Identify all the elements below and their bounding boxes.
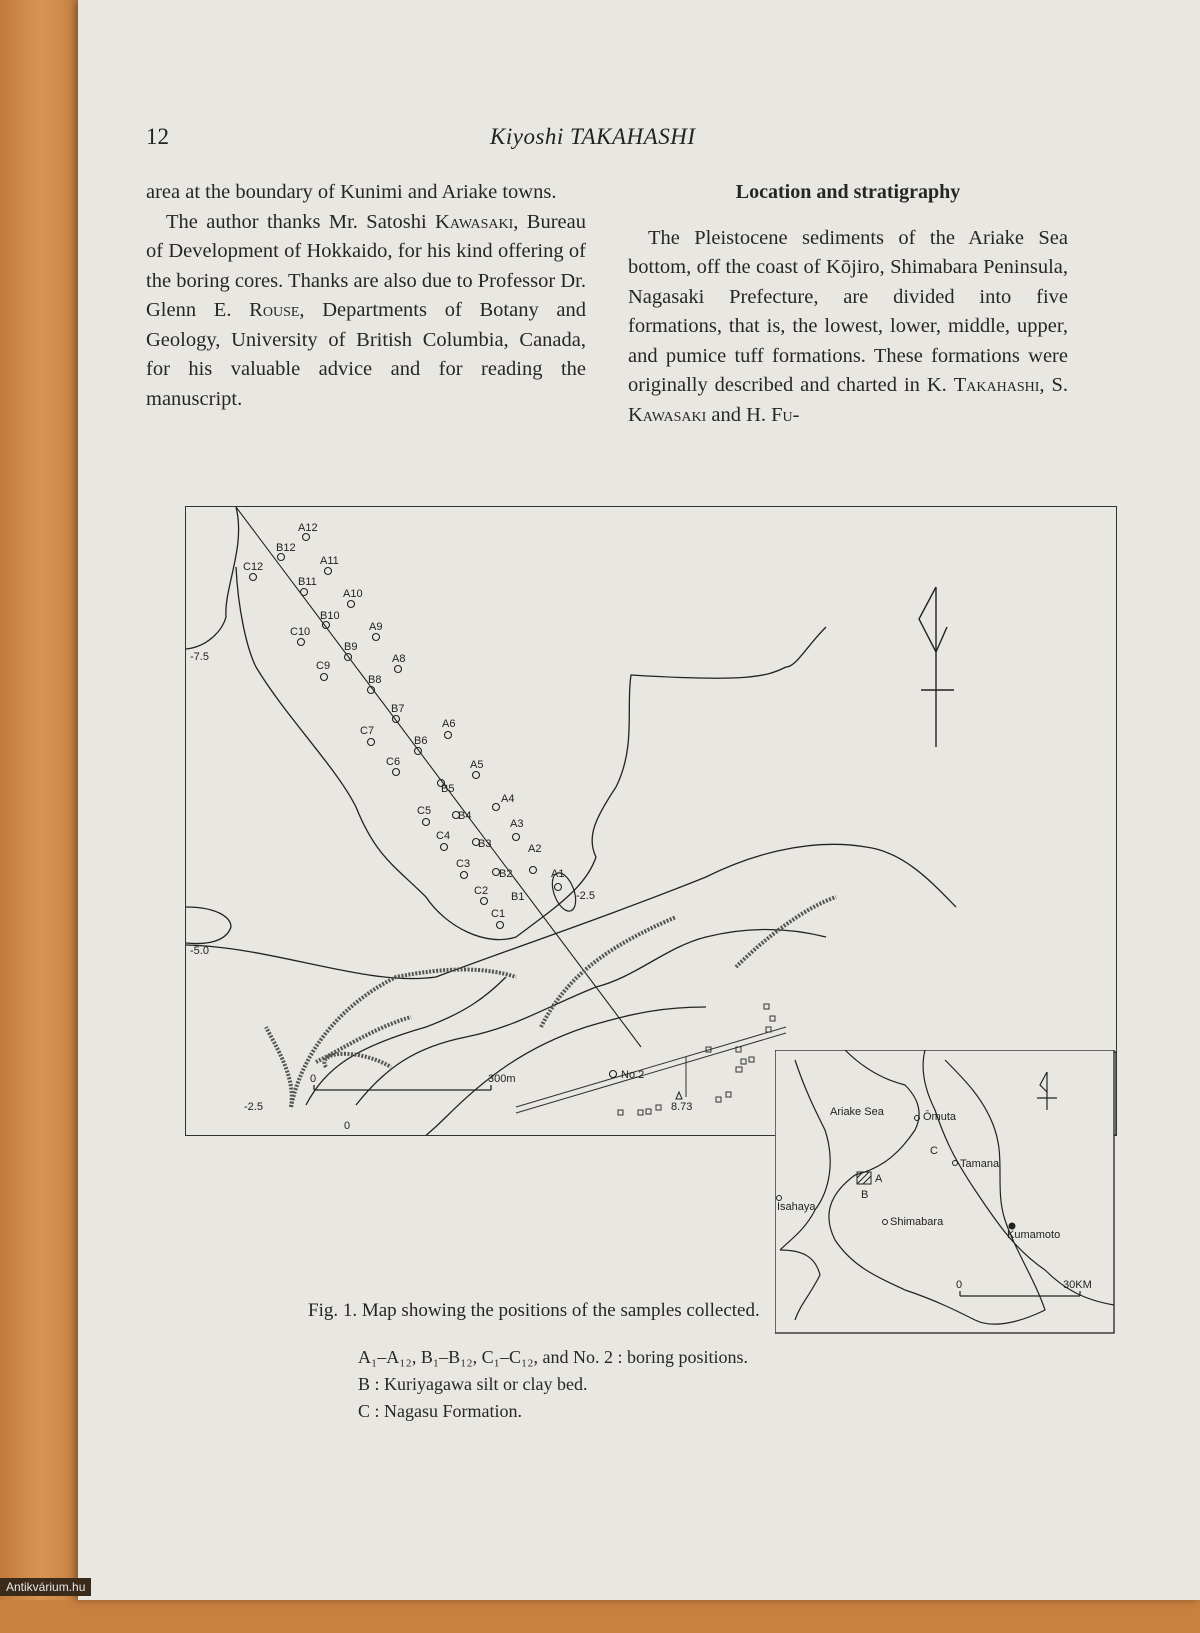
boring-label-b: B10 [320, 610, 340, 622]
map-figure [185, 506, 1117, 1136]
boring-label-b: B1 [511, 891, 525, 903]
inset-place-shimabara: Shimabara [890, 1216, 944, 1228]
boring-label-c: C6 [386, 756, 401, 768]
boring-label-b: B8 [368, 674, 382, 686]
boring-label-a: A2 [528, 843, 542, 855]
boring-label-b: B6 [414, 735, 428, 747]
boring-label-b: B4 [458, 810, 472, 822]
author-name-kawasaki: Kawasaki [435, 210, 514, 233]
inset-scale-start: 0 [956, 1279, 963, 1291]
boring-label-a: A3 [510, 818, 524, 830]
watermark: Antikvárium.hu [0, 1578, 91, 1596]
map-svg [186, 507, 1116, 1135]
boring-label-a: A4 [501, 793, 515, 805]
boring-label-b: B3 [478, 838, 492, 850]
scale-start: 0 [310, 1073, 317, 1085]
inset-place-kumamoto: Kumamoto [1007, 1229, 1061, 1241]
inset-place-isahaya: Isahaya [777, 1201, 816, 1213]
inset-place-omuta: Ōmuta [923, 1111, 957, 1123]
north-arrow-icon [919, 587, 954, 747]
figure-caption: Fig. 1. Map showing the positions of the samples collected. [308, 1300, 760, 1321]
spot-height-label: 8.73 [671, 1101, 693, 1113]
author-name-rouse: Rouse [249, 299, 300, 321]
author-name-kawasaki: Kawasaki [628, 403, 707, 426]
page-number: 12 [146, 124, 169, 149]
boring-label-c: C3 [456, 858, 471, 870]
depth-label: -5.0 [190, 945, 209, 957]
acknowledgement-paragraph [146, 208, 586, 415]
depth-contour [186, 907, 231, 944]
text-span: and H. [706, 403, 772, 426]
boring-label-b: B12 [276, 542, 296, 554]
author-name-takahashi: Takahashi [953, 374, 1040, 396]
scale-end: 300m [488, 1073, 516, 1085]
running-head: Kiyoshi TAKAHASHI [490, 124, 696, 149]
text-span: , S. [1039, 374, 1068, 396]
boring-label-c: C9 [316, 660, 331, 672]
stratigraphy-paragraph [628, 224, 1068, 431]
right-column [628, 178, 1068, 430]
text-span: The Pleistocene sediments of the Ariake Sea bottom, off the coast of Kōjiro, Shimabara Peninsula, Nagasaki Prefecture, are divided into five formations, that is, the lowest, lower, middle, upper, and pumice tuff formations. These formations were originally described and charted in K. [628, 226, 1068, 396]
inset-map-detail [775, 1050, 1115, 1334]
legend-line: A₁–A₁₂, B₁–B₁₂, C₁–C₁₂, and No. 2 : boring positions. [358, 1347, 748, 1367]
boring-label-c: C7 [360, 725, 375, 737]
no2-label: No.2 [621, 1069, 645, 1081]
boring-label-b: B5 [441, 783, 455, 795]
text-span: The author thanks Mr. Satoshi [166, 210, 436, 233]
boring-label-a: A11 [320, 555, 339, 567]
boring-label-c: C10 [290, 626, 311, 638]
boring-markers [250, 534, 617, 1078]
inset-marker-c: C [930, 1145, 938, 1157]
depth-label: -2.5 [244, 1101, 263, 1113]
shore-road [516, 1027, 786, 1113]
depth-label: 0 [344, 1120, 351, 1132]
boring-label-c: C5 [417, 805, 432, 817]
survey-line [236, 507, 641, 1047]
depth-label: -7.5 [190, 651, 209, 663]
inset-place-tamana: Tamana [960, 1158, 1000, 1170]
boring-label-a: A5 [470, 759, 484, 771]
inset-scale-end: 30KM [1063, 1279, 1092, 1291]
legend-line: C : Nagasu Formation. [358, 1401, 522, 1421]
boring-label-a: A1 [551, 868, 565, 880]
scale-bar [314, 1085, 491, 1090]
shore-contour [346, 1007, 706, 1135]
author-name-fu: Fu- [771, 403, 800, 426]
left-paragraph-1: area at the boundary of Kunimi and Ariake towns. [146, 181, 557, 203]
boring-label-a: A9 [369, 621, 383, 633]
boring-label-c: C1 [491, 908, 506, 920]
legend-line: B : Kuriyagawa silt or clay bed. [358, 1374, 588, 1394]
boring-label-b: B11 [298, 576, 317, 588]
breakwaters [266, 897, 836, 1107]
boring-label-c: C2 [474, 885, 489, 897]
figure-legend [358, 1344, 748, 1425]
boring-label-b: B7 [391, 703, 405, 715]
boring-label-c: C12 [243, 561, 264, 573]
boring-label-a: A10 [343, 588, 363, 600]
text-span: , Departments of Botany and Geology, University of British Columbia, Canada, for his valuable advice and for reading the manuscript. [146, 299, 587, 410]
boring-label-a: A12 [298, 522, 318, 534]
depth-label: -2.5 [576, 890, 595, 902]
spot-height-icon [676, 1092, 682, 1099]
text-span: , Bureau of Development of Hokkaido, for his kind offering of the boring cores. Thanks are also due to Professor Dr. Glenn E. [146, 210, 586, 321]
boring-label-c: C4 [436, 830, 451, 842]
inset-marker-a: A [875, 1173, 883, 1185]
section-heading: Location and stratigraphy [735, 181, 961, 203]
depth-contour [306, 977, 506, 1105]
boring-label-a: A8 [392, 653, 406, 665]
left-column [146, 178, 586, 414]
inset-sea-label: Ariake Sea [830, 1106, 884, 1118]
boring-label-b: B9 [344, 641, 358, 653]
inset-marker-b: B [861, 1189, 869, 1201]
boring-label-a: A6 [442, 718, 456, 730]
boring-label-b: B2 [499, 868, 513, 880]
